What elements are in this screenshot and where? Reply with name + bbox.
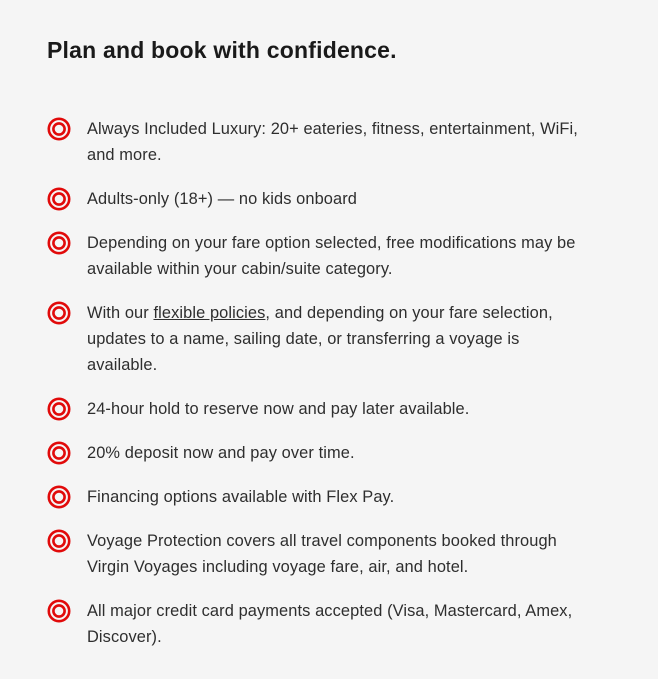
benefit-item-deposit — [47, 440, 592, 466]
benefit-item-always-included — [47, 116, 592, 168]
red-ring-icon — [47, 599, 71, 623]
benefit-item-free-modifications — [47, 230, 592, 282]
benefits-list — [47, 116, 592, 668]
benefit-text: All major credit card payments accepted (Visa, Mastercard, Amex, Discover). — [87, 602, 573, 646]
benefit-text: 24-hour hold to reserve now and pay later available. — [87, 400, 470, 418]
benefit-item-voyage-protection — [47, 528, 592, 580]
benefit-item-credit-cards — [47, 598, 592, 650]
red-ring-icon — [47, 301, 71, 325]
red-ring-icon — [47, 529, 71, 553]
benefit-item-24-hour-hold — [47, 396, 592, 422]
benefit-text: Adults-only (18+) — no kids onboard — [87, 190, 357, 208]
red-ring-icon — [47, 485, 71, 509]
benefit-text: Depending on your fare option selected, free modifications may be available within your cabin/suite category. — [87, 234, 576, 278]
red-ring-icon — [47, 187, 71, 211]
benefit-item-flex-pay — [47, 484, 592, 510]
red-ring-icon — [47, 231, 71, 255]
red-ring-icon — [47, 117, 71, 141]
page-title: Plan and book with confidence. — [47, 37, 397, 63]
benefit-text: Financing options available with Flex Pay. — [87, 488, 395, 506]
benefit-text: Voyage Protection covers all travel components booked through Virgin Voyages including voyage fare, air, and hotel. — [87, 532, 557, 576]
benefit-text: 20% deposit now and pay over time. — [87, 444, 355, 462]
benefit-item-flexible-policies — [47, 300, 592, 378]
benefit-text: Always Included Luxury: 20+ eateries, fitness, entertainment, WiFi, and more. — [87, 120, 578, 164]
benefit-text-prefix: With our — [87, 304, 154, 322]
benefit-item-adults-only — [47, 186, 592, 212]
benefit-text — [87, 300, 592, 378]
red-ring-icon — [47, 441, 71, 465]
benefit-text-suffix: , and depending on your fare selection, updates to a name, sailing date, or transferring a voyage is available. — [87, 304, 553, 374]
flexible-policies-link[interactable]: flexible policies — [153, 304, 266, 322]
red-ring-icon — [47, 397, 71, 421]
